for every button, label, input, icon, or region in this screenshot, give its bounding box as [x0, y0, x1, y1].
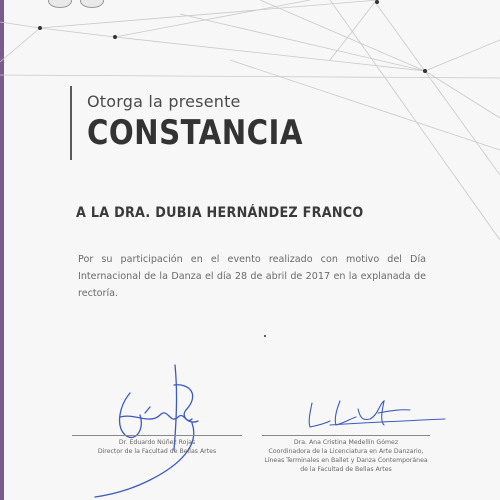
signature-line-coordinator — [262, 435, 430, 436]
signature-line-director — [72, 435, 242, 436]
title-block — [70, 86, 338, 160]
signatory-title: de la Facultad de Bellas Artes — [300, 466, 392, 473]
intro-text: Otorga la presente — [87, 92, 241, 111]
recipient-name: A LA DRA. DUBIA HERNÁNDEZ FRANCO — [76, 205, 364, 221]
certificate-heading: CONSTANCIA — [87, 113, 303, 153]
signatory-director — [72, 438, 242, 456]
signatory-title: Líneas Terminales en Ballet y Danza Contemporánea — [264, 457, 428, 464]
signatory-name: Dra. Ana Cristina Medellín Gómez — [293, 439, 399, 446]
signatory-title: Director de la Facultad de Bellas Artes — [97, 448, 217, 455]
signature-coordinator — [300, 395, 450, 440]
signatory-coordinator — [262, 438, 430, 474]
signatory-title: Coordinadora de la Licenciatura en Arte Danzario, — [268, 448, 424, 455]
certificate-body: Por su participación en el evento realizado con motivo del Día Internacional de la Danza el día 28 de abril de 2017 en la explanada de rectoría. — [78, 254, 426, 299]
signature-director — [90, 355, 230, 500]
signatory-name: Dr. Eduardo Núñez Rojas — [118, 439, 196, 446]
